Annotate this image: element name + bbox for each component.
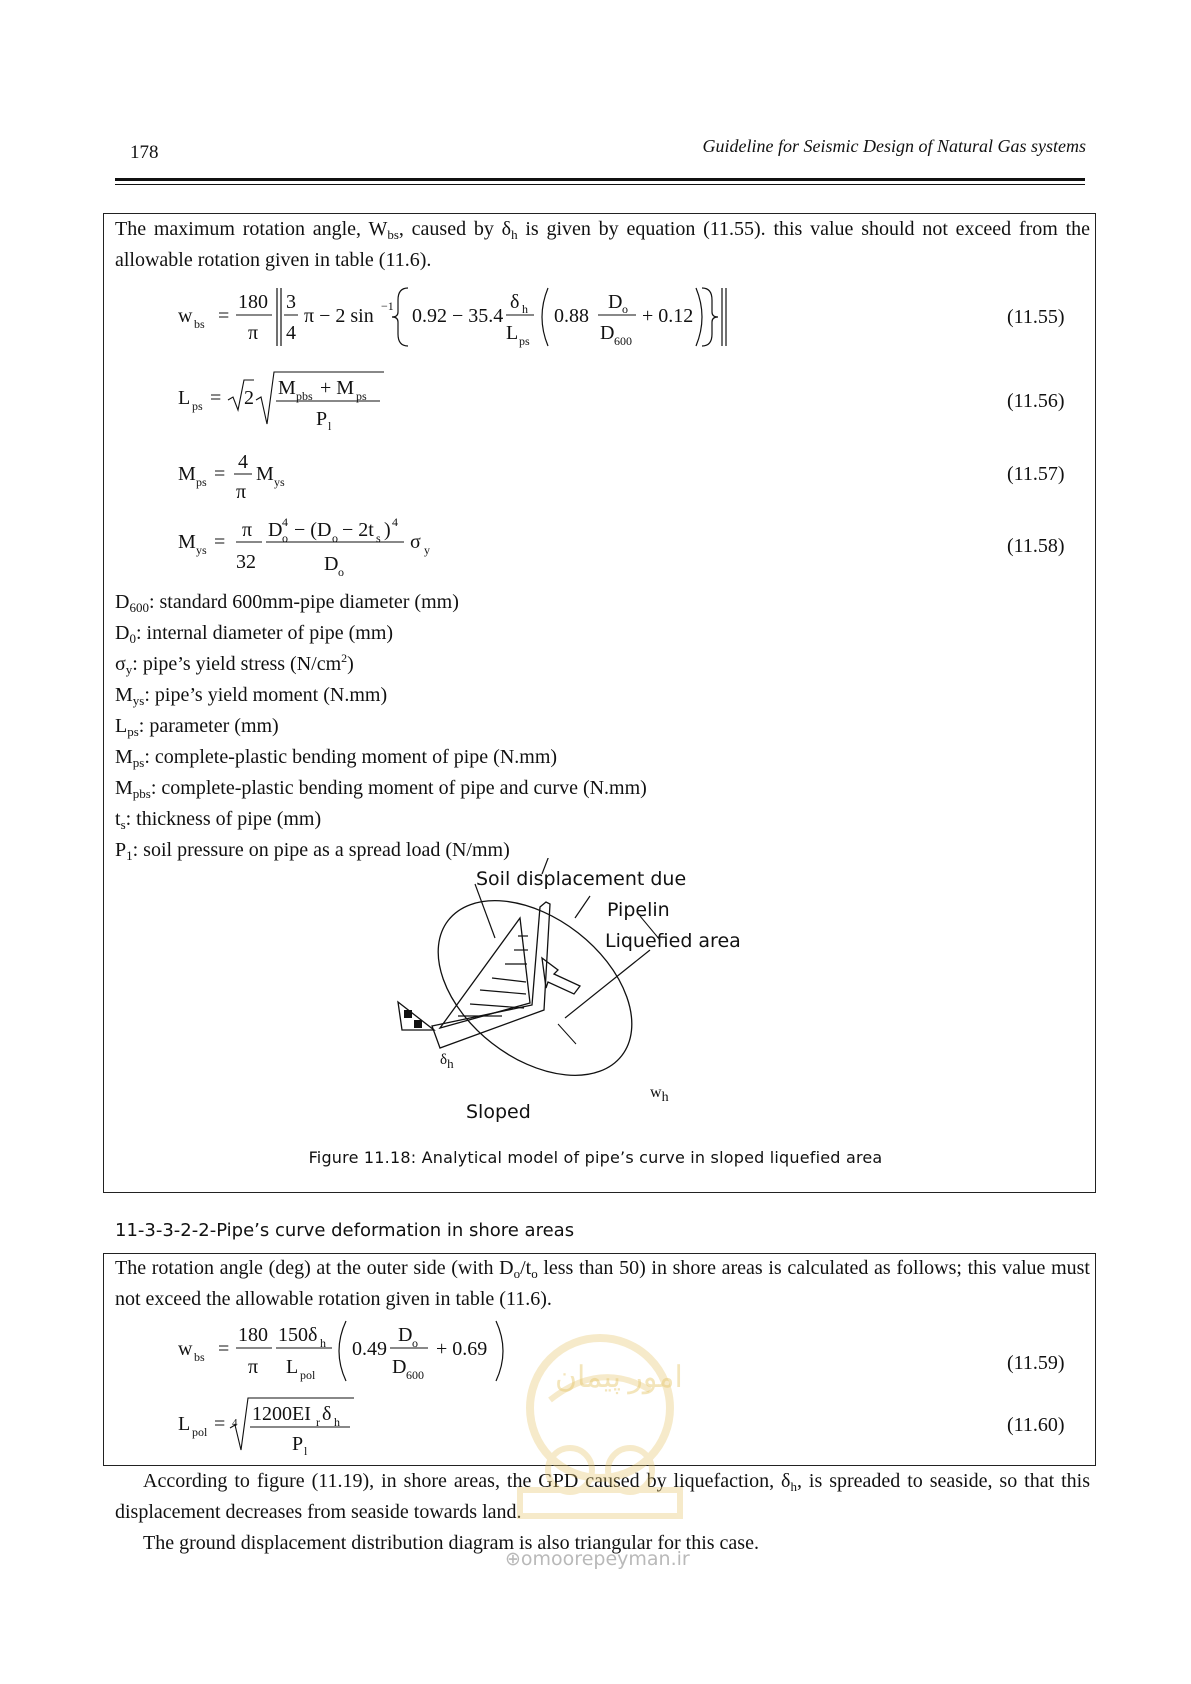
svg-text:): ) (384, 519, 391, 541)
equation-11-59 (170, 1315, 520, 1389)
svg-text:l: l (328, 419, 332, 433)
section-heading: 11-3-3-2-2-Pipe’s curve deformation in shore areas (115, 1220, 575, 1241)
svg-text:o: o (282, 531, 288, 545)
svg-text:y: y (424, 543, 430, 557)
svg-text:+ 0.69: + 0.69 (436, 1338, 488, 1360)
liquefied-leader-line (575, 896, 590, 918)
svg-text:180: 180 (238, 1324, 268, 1346)
definition-item: $t_s$: thickness of pipe (mm) (115, 808, 322, 832)
soil-displacement-triangle (440, 918, 530, 1028)
svg-text:0.88: 0.88 (554, 305, 589, 327)
ground-movement-arrow (542, 958, 580, 994)
displacement-arrows (458, 936, 528, 1016)
svg-text:D: D (608, 291, 623, 313)
svg-text:4: 4 (232, 1417, 238, 1429)
svg-text:0.49: 0.49 (352, 1338, 387, 1360)
svg-text:M: M (278, 377, 296, 399)
equation-number-11-56: (11.56) (1007, 390, 1065, 412)
svg-text:D: D (600, 322, 615, 344)
svg-text:h: h (334, 1415, 340, 1429)
svg-text:bs: bs (194, 1350, 205, 1364)
svg-text:=: = (214, 463, 226, 485)
equation-11-58 (170, 514, 470, 584)
figure-11-18-diagram (380, 858, 780, 1128)
svg-text:=: = (218, 1338, 230, 1360)
svg-text:600: 600 (406, 1368, 424, 1382)
svg-text:ys: ys (274, 475, 285, 489)
svg-text:+ 0.12: + 0.12 (642, 305, 694, 327)
watermark-url: ⊕omoorepeyman.ir (505, 1548, 690, 1570)
svg-text:ps: ps (192, 399, 203, 413)
svg-text:l: l (304, 1444, 308, 1458)
svg-text:L: L (286, 1356, 299, 1378)
svg-text:ps: ps (196, 475, 207, 489)
watermark-logo-text: امور پیمان (555, 1361, 683, 1394)
svg-text:+ M: + M (320, 377, 355, 399)
definition-item: $P_1$: soil pressure on pipe as a spread load (N/mm) (115, 839, 510, 863)
svg-text:3: 3 (286, 291, 296, 313)
svg-text:D: D (268, 519, 283, 541)
wh-dimension-line (565, 950, 650, 1018)
body-paragraph-2: The ground displacement distribution diagram is also triangular for this case. (143, 1532, 759, 1554)
svg-text:− (D: − (D (294, 519, 332, 541)
svg-text:180: 180 (238, 291, 268, 313)
svg-text:h: h (522, 302, 528, 316)
slope-symbol-hatch (404, 1010, 412, 1018)
equation-number-11-57: (11.57) (1007, 463, 1065, 485)
equation-number-11-60: (11.60) (1007, 1414, 1065, 1436)
intro-text-a: The maximum rotation angle, W (115, 218, 388, 240)
svg-text:=: = (214, 531, 226, 553)
svg-text:π: π (242, 519, 253, 541)
svg-text:D: D (398, 1324, 413, 1346)
svg-text:D: D (324, 553, 339, 575)
svg-text:δ: δ (510, 291, 520, 313)
svg-text:=: = (210, 387, 222, 409)
definition-item: $\sigma_y$: pipe’s yield stress $(N/cm^2)$ (115, 651, 354, 677)
svg-text:s: s (376, 531, 381, 545)
label-sloped: Sloped (466, 1101, 531, 1123)
watermark-globe-icon: ⊕ (505, 1548, 521, 1570)
header-rule-thin (115, 184, 1085, 185)
svg-text:32: 32 (236, 551, 256, 573)
svg-text:600: 600 (614, 334, 632, 348)
body-paragraph-1: According to figure (11.19), in shore areas, the GPD caused by liquefaction, $\delta_h$, is spreaded to seaside, so that this displacement decreases from seaside towards land. (115, 1470, 1090, 1523)
page-number: 178 (130, 142, 159, 163)
svg-text:pbs: pbs (296, 389, 313, 403)
svg-text:o: o (412, 1336, 418, 1350)
svg-text:M: M (178, 463, 196, 485)
svg-text:2: 2 (244, 387, 254, 409)
svg-text:pol: pol (300, 1368, 316, 1382)
definition-item: $M_{ps}$: complete-plastic bending moment of pipe (N.mm) (115, 746, 558, 770)
svg-text:1200EI: 1200EI (252, 1403, 311, 1425)
svg-text:P: P (292, 1433, 304, 1455)
svg-text:M: M (256, 463, 274, 485)
equation-number-11-58: (11.58) (1007, 535, 1065, 557)
svg-text:σ: σ (410, 531, 421, 553)
intro-sub-b: h (511, 227, 518, 242)
soil-leader-line (475, 884, 495, 938)
svg-text:D: D (392, 1356, 407, 1378)
intro-text-b: , caused by δ (398, 218, 512, 240)
svg-text:4: 4 (392, 515, 398, 529)
equation-11-55 (170, 278, 730, 358)
svg-text:− 2t: − 2t (342, 519, 374, 541)
svg-text:4: 4 (286, 322, 296, 344)
svg-text:bs: bs (194, 317, 205, 331)
svg-text:=: = (214, 1413, 226, 1435)
equation-11-57 (170, 446, 310, 508)
svg-text:o: o (332, 531, 338, 545)
intro-text-c: is given by equation (11.55). this value should not exceed from the allowable rotation given in table (11.6). (115, 218, 1091, 271)
symbol-definitions (115, 587, 647, 866)
equation-11-60 (170, 1394, 370, 1458)
svg-text:=: = (218, 305, 230, 327)
pipeline-shape (432, 902, 550, 1048)
label-pipeline: Pipelin (607, 899, 670, 921)
slope-symbol-hatch (414, 1020, 422, 1028)
svg-text:r: r (316, 1415, 320, 1429)
svg-text:pol: pol (192, 1425, 208, 1439)
svg-text:π − 2 sin: π − 2 sin (304, 305, 374, 327)
svg-text:π: π (248, 1356, 259, 1378)
wh-extension-line (558, 1024, 576, 1044)
svg-text:h: h (320, 1336, 326, 1350)
svg-text:M: M (178, 531, 196, 553)
svg-text:4: 4 (238, 451, 248, 473)
intro-sub-a: bs (387, 227, 399, 242)
definition-item: $L_{ps}$: parameter (mm) (115, 715, 279, 739)
svg-text:o: o (622, 302, 628, 316)
svg-text:L: L (506, 322, 519, 344)
svg-text:π: π (236, 481, 247, 503)
svg-text:ps: ps (519, 334, 530, 348)
watermark-logo (490, 1330, 710, 1520)
svg-text:−1: −1 (381, 299, 394, 313)
figure-caption: Figure 11.18: Analytical model of pipe’s curve in sloped liquefied area (308, 1148, 883, 1167)
box2-intro-paragraph: The rotation angle (deg) at the outer side (with $D_o/t_o$ less than 50) in shore areas is calculated as follows; this value must not exceed the allowable rotation given in table (11.6). (115, 1257, 1090, 1310)
svg-text:150δ: 150δ (278, 1324, 318, 1346)
svg-text:w: w (178, 305, 193, 327)
definition-item: $M_{pbs}$: complete-plastic bending moment of pipe and curve (N.mm) (115, 777, 647, 801)
svg-text:ps: ps (356, 389, 367, 403)
equation-number-11-55: (11.55) (1007, 306, 1065, 328)
svg-text:w: w (178, 1338, 193, 1360)
definition-item: $M_{ys}$: pipe’s yield moment (N.mm) (115, 684, 388, 708)
equation-11-56 (170, 364, 410, 434)
svg-text:P: P (316, 408, 328, 430)
definition-item: $D_{600}$: standard 600mm-pipe diameter (mm) (115, 591, 459, 615)
label-liquefied-area: Liquefied area (605, 930, 741, 952)
svg-text:4: 4 (282, 515, 288, 529)
definition-item: $D_0$: internal diameter of pipe (mm) (115, 622, 394, 646)
svg-text:ys: ys (196, 543, 207, 557)
svg-text:0.92 − 35.4: 0.92 − 35.4 (412, 305, 504, 327)
equation-number-11-59: (11.59) (1007, 1352, 1065, 1374)
header-rule-thick (115, 178, 1085, 181)
running-title: Guideline for Seismic Design of Natural Gas systems (702, 136, 1086, 156)
label-delta-h: $\delta_h$ (440, 1052, 454, 1071)
box1-intro-paragraph (115, 214, 1090, 276)
svg-text:δ: δ (322, 1403, 332, 1425)
svg-text:L: L (178, 387, 191, 409)
svg-text:L: L (178, 1413, 191, 1435)
svg-text:o: o (338, 565, 344, 579)
label-w-h: $w_h$ (650, 1084, 669, 1106)
svg-text:π: π (248, 322, 259, 344)
label-soil-displacement: Soil displacement due (476, 868, 687, 890)
